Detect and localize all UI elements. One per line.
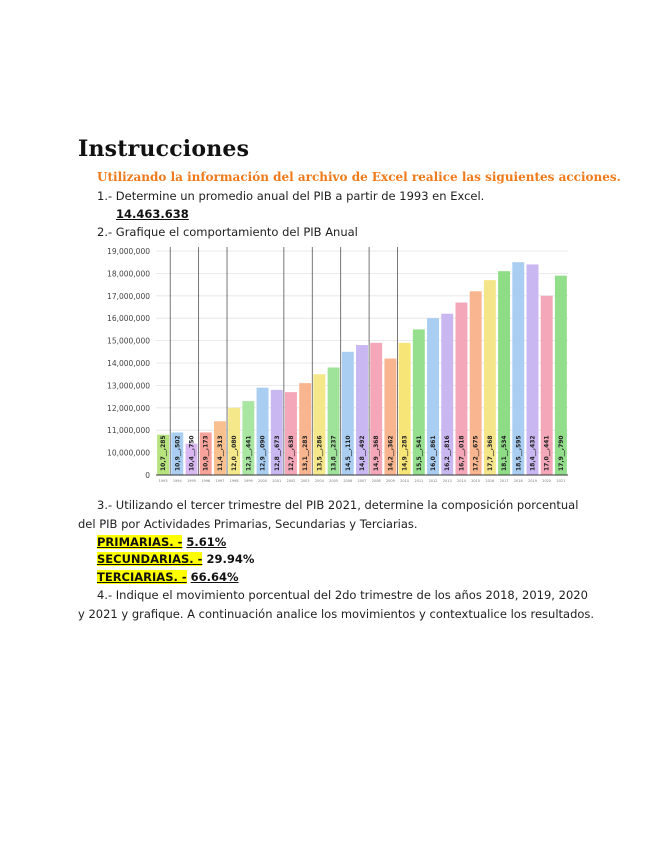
bar-value-label: 13,1__,283 xyxy=(302,435,310,471)
bar-value-label: 10,9__,173 xyxy=(202,435,210,471)
answer-secundarias xyxy=(97,552,254,566)
bar-value-label: 12,0__,080 xyxy=(231,435,239,471)
bar-value-label: 17,0__,441 xyxy=(543,435,551,471)
question-3-line-1: 3.- Utilizando el tercer trimestre del PIB 2021, determine la composición porcentual xyxy=(97,498,579,512)
x-category-label: 2012 xyxy=(428,479,438,483)
bar-value-label: 14,5__,110 xyxy=(344,435,352,471)
bar-value-label: 14,8__,492 xyxy=(359,435,366,471)
x-category-label: 1994 xyxy=(172,479,182,483)
y-tick-label: 15,000,000 xyxy=(107,336,150,346)
question-2: 2.- Grafique el comportamiento del PIB Anual xyxy=(97,225,358,239)
bar-value-label: 12,3__,441 xyxy=(245,435,253,471)
x-category-label: 2004 xyxy=(314,479,324,483)
y-tick-label: 11,000,000 xyxy=(107,426,150,436)
y-tick-label: 18,000,000 xyxy=(107,269,150,279)
x-category-label: 1996 xyxy=(201,479,211,483)
bar-value-label: 18,1__,534 xyxy=(501,435,509,471)
x-category-label: 1998 xyxy=(229,479,239,483)
y-tick-label: 16,000,000 xyxy=(107,314,150,324)
bar-value-label: 14,9__,283 xyxy=(401,435,409,471)
bar-value-label: 16,7__,018 xyxy=(458,435,466,471)
y-tick-label: 17,000,000 xyxy=(107,291,150,301)
bar-value-label: 18,4__,432 xyxy=(529,435,537,471)
bar-value-label: 16,0__,861 xyxy=(430,435,438,471)
x-category-label: 2013 xyxy=(442,479,452,483)
bar-value-label: 10,7__,285 xyxy=(160,435,168,471)
x-category-label: 1999 xyxy=(243,479,253,483)
bar-value-label: 11,4__,313 xyxy=(216,435,224,471)
x-category-label: 2011 xyxy=(414,479,424,483)
terciarias-label: TERCIARIAS. - xyxy=(97,570,187,584)
secundarias-value: 29.94% xyxy=(206,552,255,566)
x-category-label: 2001 xyxy=(272,479,282,483)
y-tick-label: 14,000,000 xyxy=(107,359,150,368)
secundarias-label: SECUNDARIAS. - xyxy=(97,552,203,566)
answer-terciarias xyxy=(97,570,239,584)
bar-value-label: 17,2__,675 xyxy=(472,435,480,471)
x-category-label: 2018 xyxy=(513,479,523,483)
y-tick-label: 0 xyxy=(145,471,150,480)
pib-bar-chart xyxy=(98,243,573,485)
x-category-label: 2008 xyxy=(371,479,381,483)
terciarias-value: 66.64% xyxy=(190,570,239,584)
bar-value-label: 14,2__,362 xyxy=(387,435,395,471)
x-category-label: 2014 xyxy=(456,479,466,483)
x-category-label: 2015 xyxy=(471,479,481,483)
x-category-label: 2009 xyxy=(385,479,395,483)
bar-value-label: 14,9__,368 xyxy=(373,435,381,471)
x-category-label: 2016 xyxy=(485,479,495,483)
primarias-label: PRIMARIAS. - xyxy=(97,535,183,549)
bar-value-label: 13,8__,237 xyxy=(330,435,338,471)
x-category-label: 2005 xyxy=(329,479,339,483)
bar-value-label: 16,2__,816 xyxy=(444,435,452,471)
page-title: Instrucciones xyxy=(78,136,250,162)
y-tick-label: 10,000,000 xyxy=(107,448,150,458)
x-category-label: 2021 xyxy=(556,479,566,483)
question-1: 1.- Determine un promedio anual del PIB a partir de 1993 en Excel. xyxy=(97,189,485,203)
answer-1: 14.463.638 xyxy=(116,207,189,221)
x-category-label: 2000 xyxy=(258,479,268,483)
bar-value-label: 12,8__,673 xyxy=(273,435,281,471)
x-category-label: 2007 xyxy=(357,479,367,483)
bar-value-label: 18,5__,595 xyxy=(515,435,523,471)
bar-value-label: 17,7__,368 xyxy=(486,435,494,471)
x-category-label: 1995 xyxy=(187,479,196,483)
question-4-line-2: y 2021 y grafique. A continuación analice los movimientos y contextualice los resultados. xyxy=(78,607,595,621)
x-category-label: 2003 xyxy=(300,479,310,483)
bar-value-label: 17,9__,790 xyxy=(557,435,565,471)
x-category-label: 2019 xyxy=(528,479,537,483)
x-category-label: 1993 xyxy=(158,479,168,483)
y-tick-label: 13,000,000 xyxy=(107,381,150,391)
primarias-value: 5.61% xyxy=(186,535,227,549)
answer-primarias xyxy=(97,535,226,549)
x-category-label: 2010 xyxy=(400,479,410,483)
question-3-line-2: del PIB por Actividades Primarias, Secundarias y Terciarias. xyxy=(78,517,418,531)
bar-value-label: 12,7__,638 xyxy=(287,435,295,471)
bar-value-label: 10,4__,750 xyxy=(188,435,196,471)
question-4-line-1: 4.- Indique el movimiento porcentual del 2do trimestre de los años 2018, 2019, 2020 xyxy=(97,588,588,602)
x-category-label: 1997 xyxy=(215,479,225,483)
bar-value-label: 12,9__,090 xyxy=(259,435,267,471)
x-category-label: 2002 xyxy=(286,479,296,483)
y-tick-label: 12,000,000 xyxy=(107,403,150,413)
x-category-label: 2020 xyxy=(542,479,552,483)
bar-value-label: 10,9__,502 xyxy=(174,435,182,471)
x-category-label: 2017 xyxy=(499,479,509,483)
y-tick-label: 19,000,000 xyxy=(107,247,150,256)
instructions-subtitle: Utilizando la información del archivo de Excel realice las siguientes acciones. xyxy=(97,170,621,184)
bar-value-label: 13,5__,286 xyxy=(316,435,324,471)
x-category-label: 2006 xyxy=(343,479,353,483)
bar-value-label: 15,5__,541 xyxy=(415,435,423,471)
